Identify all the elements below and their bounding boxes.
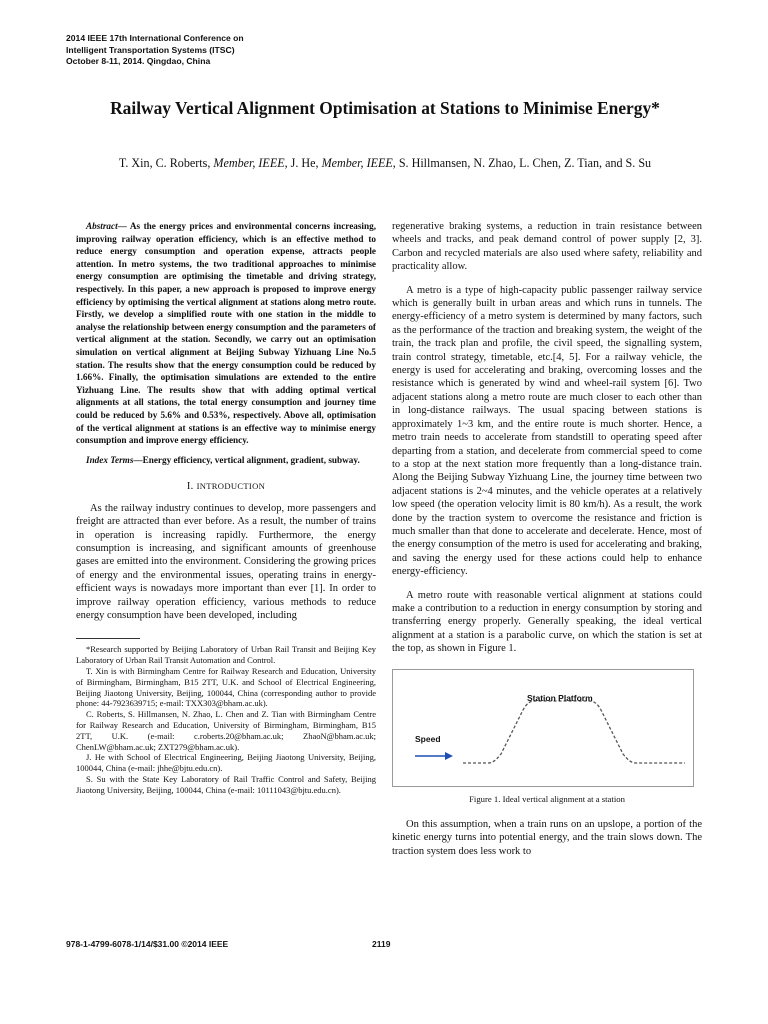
conference-line-2: Intelligent Transportation Systems (ITSC): [66, 44, 235, 55]
conference-line-1: 2014 IEEE 17th International Conference on: [66, 33, 244, 43]
vertical-alignment-diagram: [393, 670, 693, 786]
right-column: [392, 220, 702, 858]
isbn-copyright: 978-1-4799-6078-1/14/$31.00 ©2014 IEEE: [66, 939, 229, 949]
abstract-text: — As the energy prices and environmental concerns increasing, improving railway operation efficiency, which is an effective method to reduce energy consumption and operation expense, attracts people attention. In metro systems, the two traditional approaches to minimise energy consumption are optimising the timetable and driving strategy, respectively. In this paper, a new approach is proposed to improve energy efficiency by optimising the vertical alignment at stations along metro route. Firstly, we develop a simplified route with one station in the middle to analyse the relationship between energy consumption and the parameters of vertical alignment at the station. Secondly, we carry out an optimisation simulation on vertical alignment at Beijing Subway Yizhuang Line No.5 station. The results show that the energy consumption could be reduced by 1.66%. Finally, the optimisation simulations are extended to the entire Yizhuang Line. The results show that with adding optimal vertical alignments at all stations, the total energy consumption and journey time could be reduced by 5.6% and 0.53%, respectively. Above all, optimisation of the vertical alignment at stations is an effective way to minimise energy consumption and improve energy efficiency.: [76, 221, 376, 446]
member-ieee-2: Member, IEEE: [321, 156, 393, 170]
intro-paragraph-1: As the railway industry continues to develop, more passengers and freight are attracted than ever before. As a result, the number of trains in operation is increasing rapidly. Furthermore, the energy consumption is increasing, and significant amounts of greenhouse gases are emitted into the environment. Considering the growing prices of energy and the environmental issues, operating trains in energy-efficient ways is nowadays more important than ever [1]. In order to improve railway operation efficiency, various methods to reduce energy consumption have been developed, including: [76, 502, 376, 621]
paper-title: Railway Vertical Alignment Optimisation at Stations to Minimise Energy*: [110, 98, 660, 118]
section-heading: [76, 480, 376, 493]
speed-label: Speed: [415, 733, 441, 744]
index-terms-text: —Energy efficiency, vertical alignment, gradient, subway.: [133, 454, 360, 465]
author-list: [80, 155, 690, 172]
footnote-3: C. Roberts, S. Hillmansen, N. Zhao, L. Chen and Z. Tian with Birmingham Centre for Railway Research and Education, University of Birmingham, Birmingham, B15 2TT, U.K. (e-mail: c.roberts.20@bham.ac.uk; ZhaoN@bham.ac.uk; ChenLW@bham.ac.uk; ZXT279@bham.ac.uk).: [76, 709, 376, 752]
figure-caption: Figure 1. Ideal vertical alignment at a station: [469, 793, 625, 804]
right-paragraph-1: A metro is a type of high-capacity public passenger railway service which is generally built in urban areas and which runs in tunnels. The energy-efficiency of a metro system is determined by many factors, such as the performance of the traction and breaking system, the weight of the train, the track plan and profile, the civil speed, the signalling system, train control strategy, timetable, etc.[4, 5]. For a railway vehicle, the energy is used for accelerating and braking, overcoming losses and the resistance which is generated by wind and wheel-rail system [6]. Two adjacent stations along a metro route are much closer to each other than in long-distance railways. The usual spacing between stations is approximately 1~3 km, and the entire route is much shorter. Hence, a metro train needs to accelerate from standstill to operating speed after departing from a station, and decelerate from commercial speed to come to a stop at the next station more frequently than a long-distance train. Along the Beijing Subway Yizhuang Line, the journey time between two adjacent stations is 2~4 minutes, and the vehicle operates at a relatively low speed (the operation velocity limit is 80 km/h). As a result, the work done by the traction system to overcome the resistance and friction is much smaller than that done to accelerate and decelerate. Hence, most of the energy consumption of the metro is used for accelerating and braking, and saving the energy used for these actions could help to enhance energy-efficiency.: [392, 284, 702, 578]
abstract-label: Abstract: [86, 221, 118, 231]
section-number: I.: [186, 481, 194, 493]
footnote-1: *Research supported by Beijing Laboratory of Urban Rail Transit and Beijing Key Laboratory of Urban Rail Transit Automation and Control.: [76, 644, 376, 666]
left-column: [76, 220, 376, 796]
speed-arrow-head: [445, 752, 453, 760]
conference-header: [66, 33, 366, 68]
footnote-divider: [76, 638, 140, 639]
alignment-curve: [463, 701, 685, 763]
footnote-2: T. Xin is with Birmingham Centre for Railway Research and Education, University of Birmingham, Birmingham, B15 2TT, U.K. and School of Electrical Engineering, Beijing Jiaotong University, Beijing, 100044, China (corresponding author to provide phone: 44-7923639715; e-mail: TXX303@bham.ac.uk).: [76, 665, 376, 709]
authors-part-1: T. Xin, C. Roberts,: [118, 156, 214, 170]
member-ieee-1: Member, IEEE: [213, 156, 285, 170]
right-paragraph-2: A metro route with reasonable vertical alignment at stations could make a contribution to a reduction in energy consumption by storing and transferring energy properly. Generally speaking, the ideal vertical alignment at a station is a parabolic curve, on which the station is set at the top, as shown in Figure 1.: [392, 589, 702, 655]
index-terms-label: Index Terms: [86, 454, 134, 465]
section-title: INTRODUCTION: [196, 481, 266, 492]
footnote-5: S. Su with the State Key Laboratory of Rail Traffic Control and Safety, Beijing Jiaotong University, Beijing, 100044, China (e-mail: 10111043@bjtu.edu.cn).: [76, 773, 376, 795]
abstract: [76, 220, 376, 447]
right-paragraph-0: regenerative braking systems, a reduction in train resistance between wheels and tracks, and peak demand control of power supply [2, 3]. Carbon and recycled materials are also used where safety, reliability and practicality allow.: [392, 221, 702, 273]
footnote-4: J. He with School of Electrical Engineering, Beijing Jiaotong University, Beijing, 100044, China (e-mail: jhhe@bjtu.edu.cn).: [76, 752, 376, 774]
right-paragraph-3: On this assumption, when a train runs on an upslope, a portion of the kinetic energy turns into potential energy, and the train slows down. The traction system does less work to: [392, 819, 702, 857]
figure-1: [392, 669, 694, 787]
page-number: 2119: [372, 939, 391, 949]
index-terms: [76, 454, 376, 467]
authors-part-2: , J. He,: [284, 156, 322, 170]
station-platform-label: Station Platform: [527, 692, 593, 703]
authors-part-3: , S. Hillmansen, N. Zhao, L. Chen, Z. Tian, and S. Su: [392, 156, 652, 170]
conference-line-3: October 8-11, 2014. Qingdao, China: [66, 56, 211, 66]
